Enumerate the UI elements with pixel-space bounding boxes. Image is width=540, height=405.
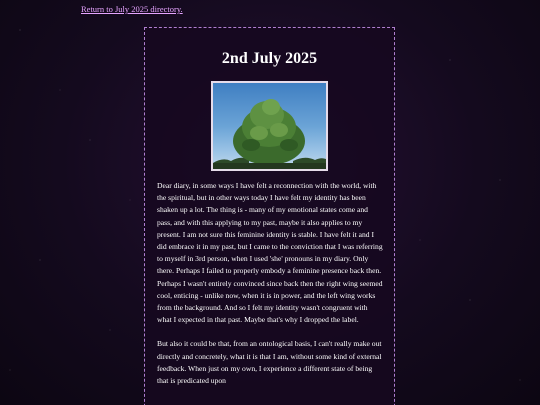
back-to-directory-link[interactable]: Return to July 2025 directory.	[81, 4, 183, 14]
tree-photo-image	[211, 81, 328, 171]
entry-paragraph: Dear diary, in some ways I have felt a reconnection with the world, with the spiritual, but in other ways today I have felt my identity has been shaken up a lot. The thing is - many of my emotional states come and pass, and with this applying to my past, maybe it also applies to my present. I am not sure this feminine identity is stable. I have felt it and I did embrace it in my past, but I came to the conviction that I was referring to myself in 3rd person, when I used 'she' pronouns in my diary. Only there. Perhaps I failed to properly embody a feminine presence back then. Perhaps I wasn't entirely convinced since back then the right wing seemed cool, enticing - unlike now, when it is in power, and the left wing works from the background. And so I felt my identity wasn't congruent with what I expected in that past. Maybe that's why I dropped the label.	[157, 181, 383, 325]
entry-title: 2nd July 2025	[221, 50, 318, 67]
entry-body	[157, 180, 384, 399]
entry-paragraph: But also it could be that, from an ontological basis, I can't really make out directly and concretely, what it is that I am, without some kind of external feedback. When just on my own, I experience a different state of being that is predicated upon	[157, 339, 382, 386]
tree-photo-icon	[213, 83, 326, 169]
diary-entry-panel	[144, 27, 395, 405]
